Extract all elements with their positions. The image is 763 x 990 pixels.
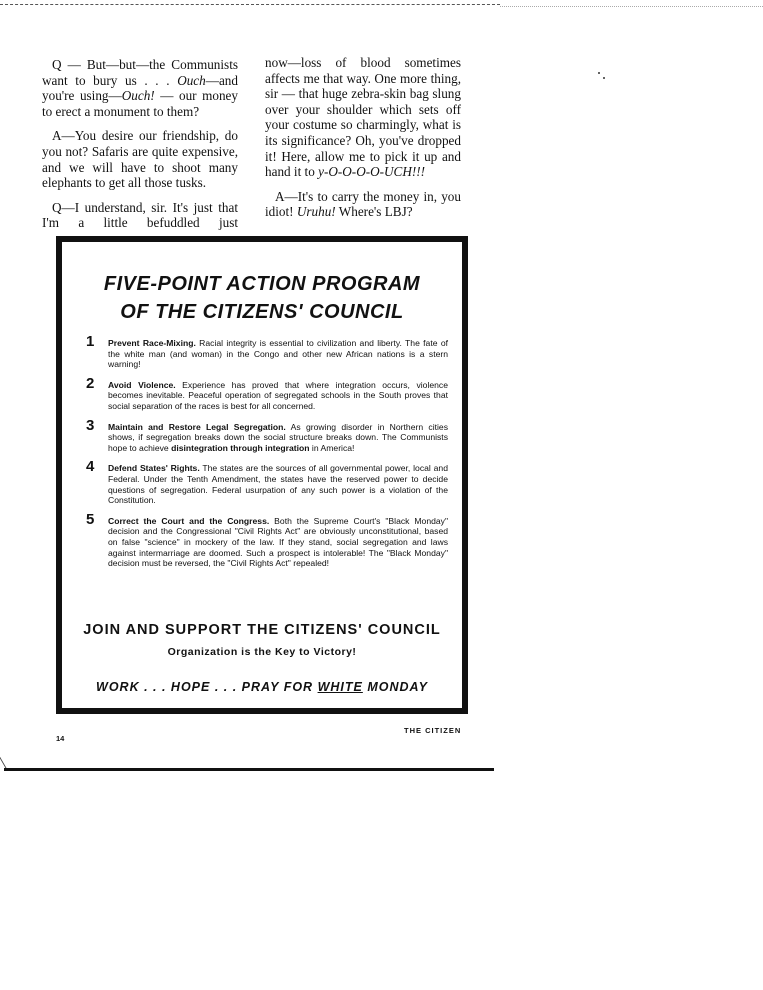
point-heading: Correct the Court and the Congress.	[108, 515, 270, 526]
point-number: 4	[86, 458, 95, 476]
right-text-column	[265, 55, 461, 229]
point-body: Racial integrity is essential to civilization and liberty. The fate of the white man (and woman) in the Congo and other new African nations is a stern warning!	[108, 338, 448, 370]
page-number: 14	[56, 734, 65, 743]
action-program-box	[56, 236, 468, 714]
top-edge-rule-faint	[500, 6, 763, 7]
question-2: Q—I understand, sir. It's just that I'm a little befuddled just	[42, 199, 238, 231]
point-body: Both the Supreme Court's "Black Monday" decision and the Congressional "Civil Rights Act" are obviously unconstitutional, based on false "science" in mockery of the law. If they stand, social segregation and laws against intermarriage are doomed. Such a prospect is intolerable! The "Black Monday" decision must be reversed, the "Civil Rights Act" repealed!	[108, 515, 449, 569]
point-emphasis: disintegration through integration	[171, 442, 310, 453]
question-1: Q — But—but—the Communists want to bury us . . . Ouch—and you're using—Ouch! — our money to erect a monument to them?	[42, 57, 238, 119]
answer-1: A—You desire our friendship, do you not? Safaris are quite expensive, and we will have to shoot many elephants to get all those tusks.	[42, 128, 238, 191]
running-title: THE CITIZEN	[404, 726, 462, 735]
work-hope-pray-slogan: WORK . . . HOPE . . . PRAY FOR WHITE MONDAY	[96, 680, 428, 694]
box-title	[62, 270, 462, 326]
question-2-continued: now—loss of blood sometimes affects me that way. One more thing, sir — that huge zebra-skin bag slung over your shoulder which sets off your costume so charmingly, what is its significance? Oh, you've dropped it! Here, allow me to pick it up and hand it to y-O-O-O-O-UCH!!!	[265, 55, 461, 180]
point-body: The states are the sources of all governmental power, local and Federal. Under the Tenth Amendment, the states have the reserved power to decide questions of segregation. Federal usurpation of any such power is a violation of the Constitution.	[108, 463, 448, 506]
program-point-1	[86, 333, 448, 370]
program-points-list	[86, 333, 449, 579]
point-body: Experience has proved that where integration occurs, violence becomes inevitable. Peaceful operation of segregated schools in the South proves that social separation of the races is best for all concerned.	[108, 379, 448, 411]
point-body: As growing disorder in Northern cities shows, if segregation breaks down the social structure breaks down. The Communists hope to achieve	[108, 421, 448, 453]
point-number: 5	[86, 510, 95, 528]
join-heading: JOIN AND SUPPORT THE CITIZENS' COUNCIL	[83, 622, 441, 638]
point-number: 1	[86, 333, 95, 350]
program-point-2	[86, 374, 448, 412]
point-body-tail: in America!	[309, 442, 355, 453]
box-title-line-2: OF THE CITIZENS' COUNCIL	[120, 301, 404, 323]
point-heading: Defend States' Rights.	[108, 463, 200, 474]
top-edge-rule	[0, 4, 500, 5]
scan-speck	[603, 77, 605, 79]
box-title-line-1: FIVE-POINT ACTION PROGRAM	[103, 273, 421, 295]
point-number: 3	[86, 416, 95, 434]
organization-slogan: Organization is the Key to Victory!	[167, 646, 357, 658]
left-text-column	[42, 57, 238, 240]
scan-edge-mark	[0, 756, 12, 768]
answer-2: A—It's to carry the money in, you idiot! Uruhu! Where's LBJ?	[265, 188, 461, 220]
scan-speck	[598, 72, 600, 74]
bottom-edge-rule	[4, 768, 494, 771]
program-point-5	[86, 510, 449, 569]
program-point-4	[86, 458, 448, 506]
point-heading: Maintain and Restore Legal Segregation.	[108, 421, 286, 432]
point-heading: Prevent Race-Mixing.	[108, 338, 196, 348]
point-number: 2	[86, 374, 95, 392]
point-heading: Avoid Violence.	[108, 379, 176, 390]
program-point-3	[86, 416, 448, 454]
